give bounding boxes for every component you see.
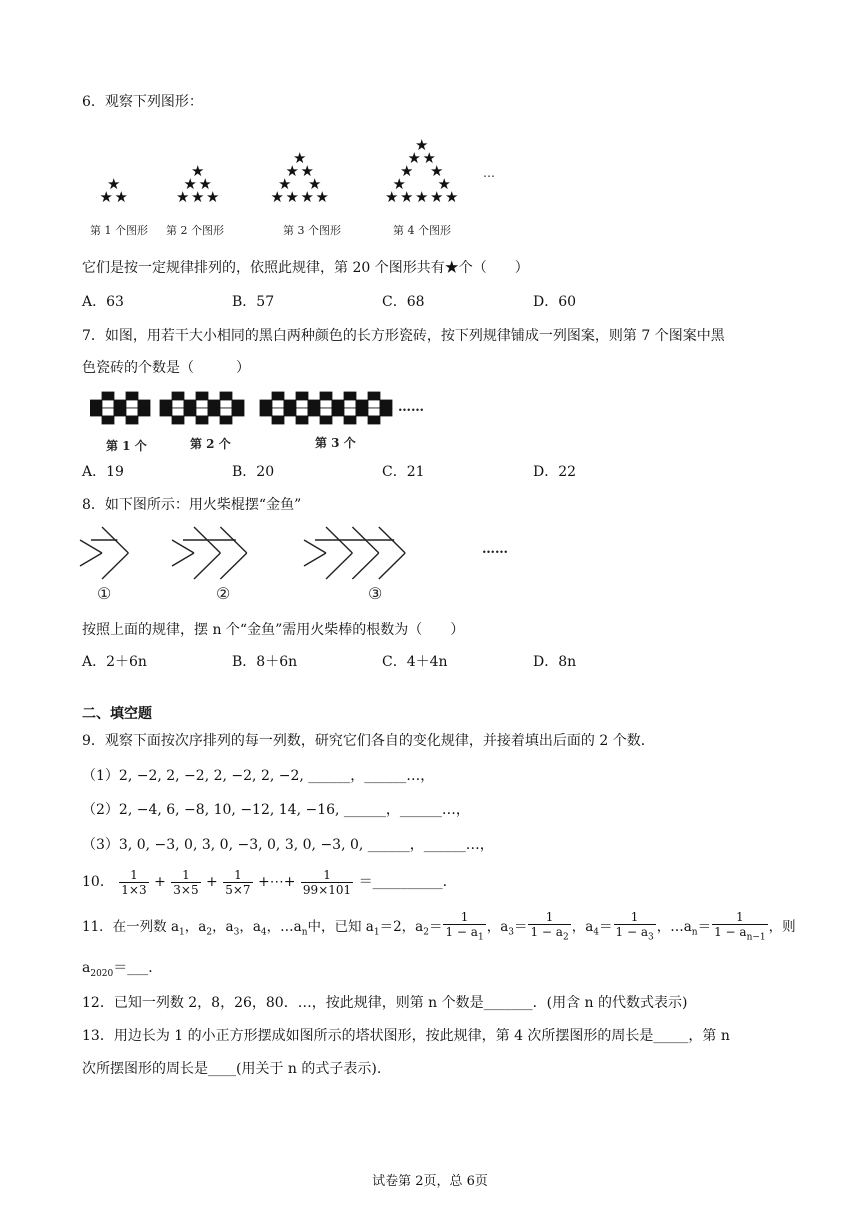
section-title-fill-in: 二、填空题 xyxy=(82,706,152,722)
tile xyxy=(196,400,208,408)
tile xyxy=(260,408,272,416)
matchstick xyxy=(80,540,102,553)
q9-stem: 9．观察下面按次序排列的每一列数，研究它们各自的变化规律，并接着填出后面的 2 个数． xyxy=(82,733,655,749)
tile xyxy=(232,408,244,416)
tile xyxy=(368,408,380,416)
star-mark: ★ xyxy=(114,188,128,206)
q11-text: 11．在一列数 a xyxy=(82,919,180,935)
star-mark: ★ xyxy=(198,175,212,193)
tile xyxy=(368,416,380,424)
star-mark: ★ xyxy=(300,188,314,206)
tile xyxy=(196,392,208,400)
q7-stem-line2: 色瓷砖的个数是（ ） xyxy=(82,360,250,376)
tile xyxy=(296,400,308,408)
tile xyxy=(172,392,184,400)
matchstick xyxy=(379,553,405,579)
tile xyxy=(90,400,102,408)
star-mark: ★ xyxy=(415,136,429,154)
q7-caption-2: 第 2 个 xyxy=(190,437,231,451)
q10-plus-1: + xyxy=(154,874,166,890)
star-mark: ★ xyxy=(430,188,444,206)
tile xyxy=(320,416,332,424)
q13-line2: 次所摆图形的周长是____(用关于 n 的式子表示). xyxy=(82,1061,382,1077)
q11-line1: 11．在一列数 $a_1$，$a_2$，$a_3$，$a_4$，$\dots a_n$中，已知 $a_1=2$，$a_2=$ $\frac{1}{1 - a_1}$ ，$a_3=$ $\frac{1}{1 - a_2}$ ，$a_4=$ $\frac{1}{1 - a_3}$ ，$\dots a_n=$ $\frac{1}{1 - a_{n-1}}$ ，则 xyxy=(82,910,796,943)
q7-option-b: B．20 xyxy=(232,464,275,480)
matchstick xyxy=(304,540,326,553)
q7-caption-3: 第 3 个 xyxy=(315,436,356,450)
matchstick xyxy=(304,553,326,566)
q6-option-d: D．60 xyxy=(533,294,577,310)
star-mark: ★ xyxy=(437,175,451,193)
tile xyxy=(184,408,196,416)
tile xyxy=(284,400,296,408)
q8-label-3: ③ xyxy=(368,584,383,603)
q7-ellipsis: …… xyxy=(398,400,424,415)
q6-option-c: C．68 xyxy=(382,294,425,310)
tile xyxy=(160,408,172,416)
q6-option-b: B．57 xyxy=(232,294,275,310)
tile xyxy=(232,400,244,408)
tile xyxy=(308,408,320,416)
star-mark: ★ xyxy=(445,188,459,206)
tile xyxy=(308,400,320,408)
page-footer: 试卷第 2页，总 6页 xyxy=(372,1174,488,1189)
tile xyxy=(102,416,114,424)
q10-expression xyxy=(82,862,447,902)
q6-stem: 6．观察下列图形： xyxy=(82,94,203,110)
tile xyxy=(332,400,344,408)
q10-fraction-2: $\frac{1}{3\times 5}$ xyxy=(173,867,199,897)
tile xyxy=(296,416,308,424)
tile xyxy=(126,392,138,400)
tile xyxy=(356,400,368,408)
star-mark: ★ xyxy=(107,175,121,193)
star-mark: ★ xyxy=(430,162,444,180)
matchstick xyxy=(326,553,352,579)
tile xyxy=(138,400,150,408)
matchstick xyxy=(172,553,194,566)
tile xyxy=(380,408,392,416)
star-mark: ★ xyxy=(392,175,406,193)
star-mark: ★ xyxy=(278,175,292,193)
tile xyxy=(320,392,332,400)
q8-ellipsis: …… xyxy=(482,542,508,557)
q13-line1: 13．用边长为 1 的小正方形摆成如图所示的塔状图形，按此规律，第 4 次所摆图形的周长是_____，第 n xyxy=(82,1028,730,1044)
tile xyxy=(102,400,114,408)
q8-question: 按照上面的规律，摆 n 个“金鱼”需用火柴棒的根数为（ ） xyxy=(82,622,465,638)
star-mark: ★ xyxy=(422,149,436,167)
q6-star-figures xyxy=(80,125,520,210)
q8-option-c: C．4＋4n xyxy=(382,654,448,670)
q6-caption-1: 第 1 个图形 xyxy=(90,224,148,237)
q10-plus-2: + xyxy=(206,874,218,890)
star-mark: ★ xyxy=(99,188,113,206)
star-mark: ★ xyxy=(315,188,329,206)
q11-frac-a4: $\frac{1}{1 - a_3}$ xyxy=(615,910,654,943)
q6-option-a: A．63 xyxy=(82,294,124,310)
tile xyxy=(220,400,232,408)
star-mark: ★ xyxy=(385,188,399,206)
q6-caption-4: 第 4 个图形 xyxy=(393,224,451,237)
q9-item-1: （1）2, −2, 2, −2, 2, −2, 2, −2, ______，______…， xyxy=(82,768,435,784)
star-mark: ★ xyxy=(300,162,314,180)
tile xyxy=(138,408,150,416)
q10-prefix: 10． xyxy=(82,874,114,890)
tile xyxy=(102,408,114,416)
tile xyxy=(126,408,138,416)
tile xyxy=(220,408,232,416)
tile xyxy=(90,408,102,416)
q11-frac-a3: $\frac{1}{1 - a_2}$ xyxy=(530,910,569,943)
tile xyxy=(184,400,196,408)
star-mark: ★ xyxy=(206,188,220,206)
tile xyxy=(260,400,272,408)
tile xyxy=(284,408,296,416)
matchstick xyxy=(220,553,246,579)
q10-fraction-3: $\frac{1}{5\times 7}$ xyxy=(225,867,251,897)
q8-option-a: A．2＋6n xyxy=(82,654,147,670)
tile xyxy=(208,408,220,416)
q9-item-3: （3）3, 0, −3, 0, 3, 0, −3, 0, 3, 0, −3, 0, ______，______…， xyxy=(82,837,494,853)
q11-frac-an: $\frac{1}{1 - a_{n-1}}$ xyxy=(714,910,766,943)
q8-matchstick-fish xyxy=(78,524,478,582)
tile xyxy=(114,408,126,416)
q8-stem: 8．如下图所示：用火柴棍摆“金鱼” xyxy=(82,497,302,513)
tile xyxy=(320,408,332,416)
q7-option-c: C．21 xyxy=(382,464,425,480)
tile xyxy=(320,400,332,408)
tile xyxy=(220,416,232,424)
tile xyxy=(332,408,344,416)
q6-caption-2: 第 2 个图形 xyxy=(166,224,224,237)
star-mark: ★ xyxy=(415,188,429,206)
tile xyxy=(114,400,126,408)
tile xyxy=(368,392,380,400)
matchstick xyxy=(102,553,128,579)
tile xyxy=(208,400,220,408)
star-mark: ★ xyxy=(270,188,284,206)
q8-option-d: D．8n xyxy=(533,654,577,670)
tile xyxy=(196,416,208,424)
q11-frac-a2: $\frac{1}{1 - a_1}$ xyxy=(445,910,484,943)
q10-fraction-4: $\frac{1}{99\times 101}$ xyxy=(302,867,352,897)
q9-item-2: （2）2, −4, 6, −8, 10, −12, 14, −16, ______，______…， xyxy=(82,802,470,818)
q6-question: 它们是按一定规律排列的，依照此规律，第 20 个图形共有★个（ ） xyxy=(82,260,529,276)
q8-label-2: ② xyxy=(216,584,231,603)
star-mark: ★ xyxy=(400,188,414,206)
tile xyxy=(380,400,392,408)
q11-line2: $a_{2020}=\_\_\_$． xyxy=(82,960,163,979)
q7-option-a: A．19 xyxy=(82,464,124,480)
matchstick xyxy=(194,553,220,579)
star-mark: ★ xyxy=(191,162,205,180)
tile xyxy=(296,408,308,416)
tile xyxy=(126,400,138,408)
q10-suffix: ＝__________. xyxy=(358,874,448,890)
tile xyxy=(272,400,284,408)
tile xyxy=(272,416,284,424)
tile xyxy=(344,408,356,416)
q10-fraction-1: $\frac{1}{1\times 3}$ xyxy=(121,867,147,897)
tile xyxy=(196,408,208,416)
tile xyxy=(356,408,368,416)
star-mark: ★ xyxy=(183,175,197,193)
q12-text: 12．已知一列数 2，8，26，80．…，按此规律，则第 n 个数是_______．(用含 n 的代数式表示) xyxy=(82,995,688,1011)
q6-ellipsis: … xyxy=(483,166,495,180)
tile xyxy=(172,416,184,424)
q7-caption-1: 第 1 个 xyxy=(106,439,147,453)
tile xyxy=(220,392,232,400)
star-mark: ★ xyxy=(285,162,299,180)
tile xyxy=(172,408,184,416)
matchstick xyxy=(352,553,378,579)
tile xyxy=(296,392,308,400)
tile xyxy=(344,416,356,424)
tile xyxy=(344,400,356,408)
q7-option-d: D．22 xyxy=(533,464,577,480)
q8-label-1: ① xyxy=(97,584,112,603)
q10-dots: +⋯+ xyxy=(258,874,296,890)
star-mark: ★ xyxy=(400,162,414,180)
tile xyxy=(172,400,184,408)
tile xyxy=(126,416,138,424)
tile xyxy=(160,400,172,408)
matchstick xyxy=(172,540,194,553)
star-mark: ★ xyxy=(308,175,322,193)
star-mark: ★ xyxy=(191,188,205,206)
tile xyxy=(272,392,284,400)
tile xyxy=(368,400,380,408)
matchstick xyxy=(80,553,102,566)
q8-option-b: B．8＋6n xyxy=(232,654,298,670)
star-mark: ★ xyxy=(407,149,421,167)
tile xyxy=(344,392,356,400)
star-mark: ★ xyxy=(285,188,299,206)
star-mark: ★ xyxy=(293,149,307,167)
q6-caption-3: 第 3 个图形 xyxy=(283,224,341,237)
tile xyxy=(272,408,284,416)
star-mark: ★ xyxy=(176,188,190,206)
tile xyxy=(102,392,114,400)
q7-stem-line1: 7．如图，用若干大小相同的黑白两种颜色的长方形瓷砖，按下列规律铺成一列图案，则第 7 个图案中黑 xyxy=(82,328,725,344)
